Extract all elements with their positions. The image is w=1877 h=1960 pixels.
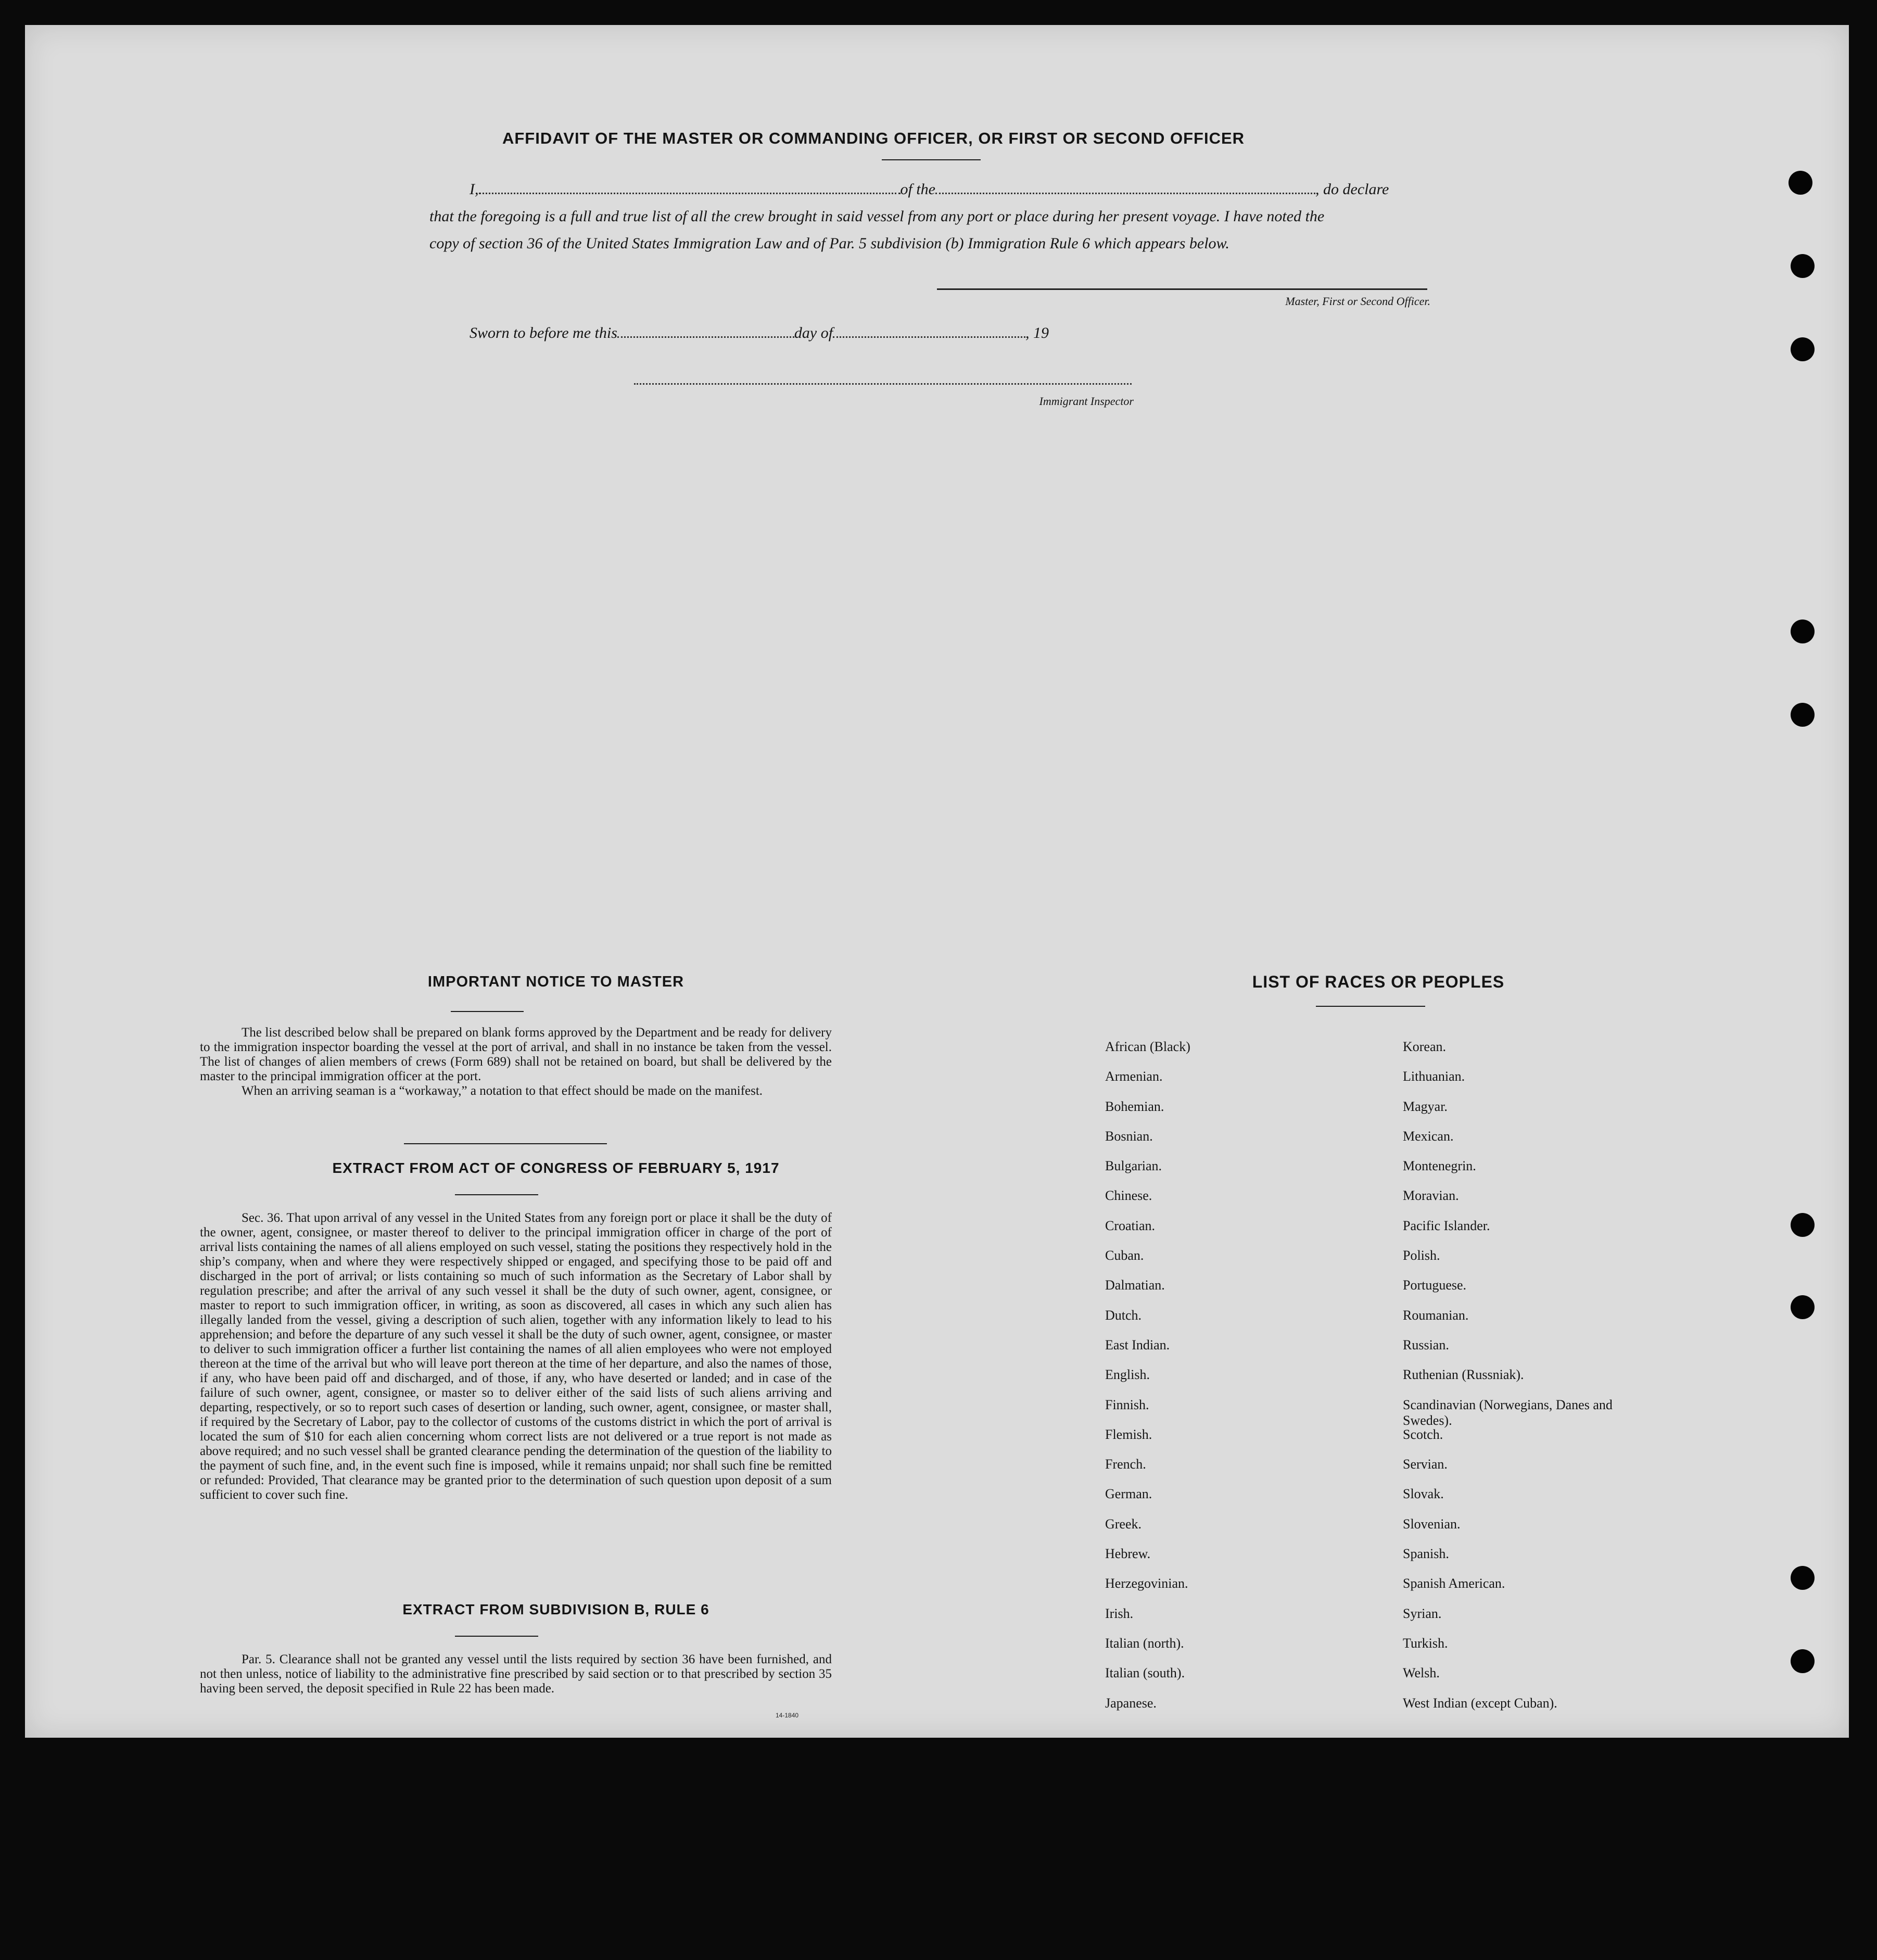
race-item: Chinese. xyxy=(1105,1188,1152,1204)
race-item: Turkish. xyxy=(1403,1635,1448,1651)
sworn-day-field[interactable] xyxy=(617,323,794,338)
sworn-line xyxy=(470,320,1146,347)
form-sheet xyxy=(25,25,1849,1738)
race-item: Mexican. xyxy=(1403,1128,1454,1144)
divider xyxy=(404,1143,607,1144)
master-signature-caption: Master, First or Second Officer. xyxy=(1285,295,1430,308)
divider xyxy=(451,1011,524,1012)
race-item: Bulgarian. xyxy=(1105,1158,1162,1174)
binder-hole xyxy=(1791,1213,1815,1237)
affidavit-declaration-line xyxy=(470,176,1459,203)
notice-body xyxy=(200,1026,832,1098)
master-signature-line[interactable] xyxy=(937,288,1427,290)
race-item: Flemish. xyxy=(1105,1426,1152,1442)
race-item: Syrian. xyxy=(1403,1605,1442,1621)
binder-hole xyxy=(1791,254,1815,278)
vessel-prefix: of the xyxy=(900,181,935,198)
race-item: East Indian. xyxy=(1105,1337,1170,1352)
binder-hole xyxy=(1791,1295,1815,1319)
race-item: Hebrew. xyxy=(1105,1546,1151,1562)
race-item: African (Black) xyxy=(1105,1039,1190,1054)
race-item: Montenegrin. xyxy=(1403,1158,1476,1174)
inspector-signature-caption: Immigrant Inspector xyxy=(1039,395,1134,408)
inspector-signature-line[interactable] xyxy=(634,383,1132,385)
notice-title: IMPORTANT NOTICE TO MASTER xyxy=(427,973,684,990)
race-item: Finnish. xyxy=(1105,1397,1149,1412)
race-item: West Indian (except Cuban). xyxy=(1403,1695,1557,1711)
declarant-name-field[interactable] xyxy=(479,179,901,194)
rule-paragraph: Par. 5. Clearance shall not be granted any vessel until the lists required by section 36 have been furnished, and not then unless, notice of liability to the administrative fine prescribed by said section or to that prescribed by section 35 having been served, the deposit specified in Rule 22 has been made. xyxy=(200,1652,832,1696)
race-item: Spanish. xyxy=(1403,1546,1449,1562)
race-item: Ruthenian (Russniak). xyxy=(1403,1367,1524,1383)
binder-hole xyxy=(1791,337,1815,361)
race-item: Armenian. xyxy=(1105,1069,1163,1084)
binder-hole xyxy=(1791,703,1815,727)
race-item: Pacific Islander. xyxy=(1403,1218,1490,1233)
race-item: Dalmatian. xyxy=(1105,1278,1165,1293)
affidavit-statement-line: that the foregoing is a full and true list of all the crew brought in said vessel from any port or place during her present voyage. I have noted the xyxy=(429,208,1325,225)
race-item: Korean. xyxy=(1403,1039,1447,1054)
race-item: Slovenian. xyxy=(1403,1516,1461,1532)
race-item: English. xyxy=(1105,1367,1150,1383)
vessel-name-field[interactable] xyxy=(935,179,1315,194)
race-item: Bosnian. xyxy=(1105,1128,1153,1144)
rule-body xyxy=(200,1652,832,1696)
race-item: Portuguese. xyxy=(1403,1278,1467,1293)
race-item: Russian. xyxy=(1403,1337,1449,1352)
race-item: Italian (south). xyxy=(1105,1665,1185,1681)
race-item: Servian. xyxy=(1403,1457,1448,1472)
divider xyxy=(1316,1006,1425,1007)
race-item: Moravian. xyxy=(1403,1188,1459,1204)
sworn-year-prefix: , 19 xyxy=(1025,324,1049,342)
binder-hole xyxy=(1791,619,1815,643)
race-item: Lithuanian. xyxy=(1403,1069,1465,1084)
race-item: Polish. xyxy=(1403,1248,1440,1263)
race-item: Roumanian. xyxy=(1403,1307,1469,1323)
divider xyxy=(455,1636,538,1637)
rule-title: EXTRACT FROM SUBDIVISION B, RULE 6 xyxy=(402,1601,709,1617)
divider xyxy=(882,159,981,160)
binder-hole xyxy=(1789,171,1812,195)
sworn-month-field[interactable] xyxy=(833,323,1025,338)
race-item: Greek. xyxy=(1105,1516,1142,1532)
race-item: French. xyxy=(1105,1457,1146,1472)
declare-suffix: , do declare xyxy=(1315,181,1389,198)
sworn-prefix: Sworn to before me this xyxy=(470,324,617,342)
race-item: Scandinavian (Norwegians, Danes and Swedes). xyxy=(1403,1397,1613,1428)
race-item: Magyar. xyxy=(1403,1098,1448,1114)
affidavit-title: AFFIDAVIT OF THE MASTER OR COMMANDING OFFICER, OR FIRST OR SECOND OFFICER xyxy=(502,129,1245,147)
act-paragraph: Sec. 36. That upon arrival of any vessel in the United States from any foreign port or place it shall be the duty of the owner, agent, consignee, or master thereof to deliver to the principal immigration officer in charge of the port of arrival lists containing the names of all aliens employed on such vessel, stating the positions they respectively hold in the ship’s company, when and where they were respectively shipped or engaged, and specifying those to be paid off and discharged in the port of arrival; or lists containing so much of such information as the Secretary of Labor shall by regulation prescribe; and after the arrival of any such vessel it shall be the duty of such owner, agent, consignee, or master to report to such immigration officer, in writing, as soon as discovered, all cases in which any such alien has illegally landed from the vessel, giving a description of such alien, together with any information likely to lead to his apprehension; and before the departure of any such vessel it shall be the duty of such owner, agent, consignee, or master to deliver to such immigration officer a further list containing the names of all alien employees who were not employed thereon at the time of the arrival but who will leave port thereon at the time of her departure, and also the names of those, if any, who have been paid off and discharged, and of those, if any, who have deserted or landed; and in case of the failure of such owner, agent, consignee, or master so to deliver either of the said lists of such aliens arriving and departing, respectively, or so to report such cases of desertion or landing, such owner, agent, consignee, or master shall, if required by the Secretary of Labor, pay to the collector of customs of the customs district in which the port of arrival is located the sum of $10 for each alien concerning whom correct lists are not delivered or a true report is not made as above required; and no such vessel shall be granted clearance pending the determination of the question of the liability to the payment of such fine, and, in the event such fine is imposed, while it remains unpaid; nor shall such fine be remitted or refunded: Provided, That clearance may be granted prior to the determination of such question upon deposit of a sum sufficient to cover such fine. xyxy=(200,1211,832,1502)
race-item: Herzegovinian. xyxy=(1105,1576,1188,1591)
races-list xyxy=(1105,1039,1646,1725)
race-item: Croatian. xyxy=(1105,1218,1156,1233)
divider xyxy=(455,1194,538,1195)
race-item: Scotch. xyxy=(1403,1426,1443,1442)
race-item: Bohemian. xyxy=(1105,1098,1164,1114)
binder-hole xyxy=(1791,1649,1815,1673)
binder-hole xyxy=(1791,1566,1815,1590)
race-item: Slovak. xyxy=(1403,1486,1444,1502)
sworn-day-of: day of xyxy=(794,324,833,342)
races-title: LIST OF RACES OR PEOPLES xyxy=(1252,972,1505,991)
race-item: Japanese. xyxy=(1105,1695,1157,1711)
race-item: Cuban. xyxy=(1105,1248,1144,1263)
race-item: German. xyxy=(1105,1486,1152,1502)
affidavit-statement-line: copy of section 36 of the United States Immigration Law and of Par. 5 subdivision (b) Immigration Rule 6 which appears below. xyxy=(429,235,1229,252)
act-title: EXTRACT FROM ACT OF CONGRESS OF FEBRUARY 5, 1917 xyxy=(332,1160,780,1176)
notice-paragraph: The list described below shall be prepared on blank forms approved by the Department and be ready for delivery to the immigration inspector boarding the vessel at the port of arrival, and shall in no instance be taken from the vessel. The list of changes of alien members of crews (Form 689) shall not be retained on board, but shall be delivered by the master to the principal immigration officer at the port. xyxy=(200,1026,832,1083)
race-item: Dutch. xyxy=(1105,1307,1142,1323)
form-number: 14-1840 xyxy=(776,1712,799,1719)
race-item: Spanish American. xyxy=(1403,1576,1505,1591)
race-item: Irish. xyxy=(1105,1605,1134,1621)
race-item: Italian (north). xyxy=(1105,1635,1184,1651)
act-body xyxy=(200,1211,832,1502)
notice-paragraph: When an arriving seaman is a “workaway,” a notation to that effect should be made on the manifest. xyxy=(242,1084,763,1098)
race-item: Welsh. xyxy=(1403,1665,1440,1681)
declarant-prefix: I, xyxy=(470,181,479,198)
